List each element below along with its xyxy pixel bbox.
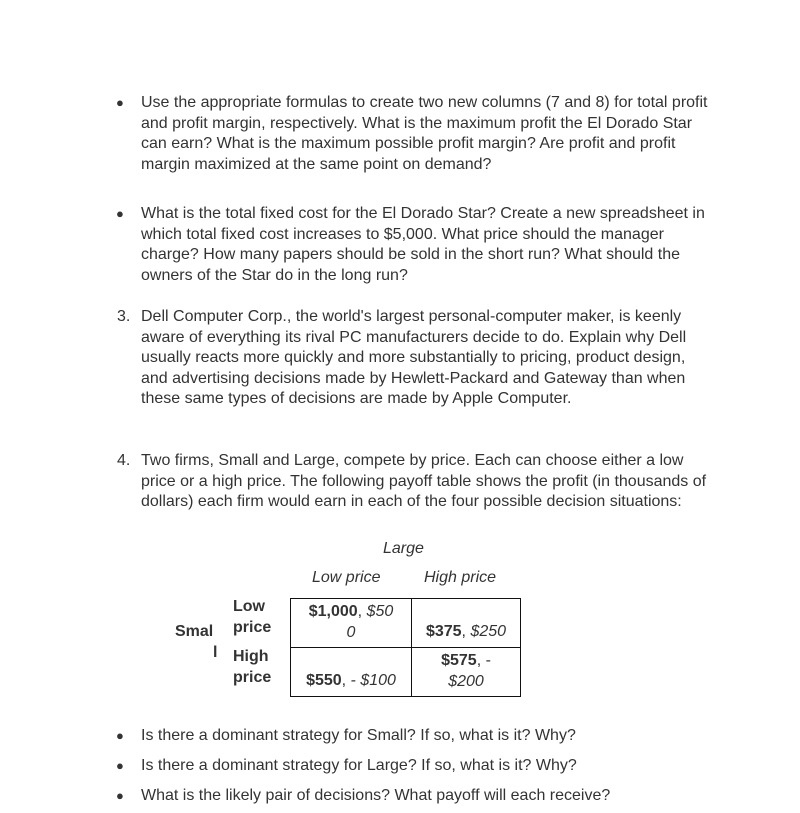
bullet-icon: ●: [116, 728, 124, 743]
col-header-low: Low price: [312, 569, 381, 586]
question-text: Two firms, Small and Large, compete by price. Each can choose either a low price or a high price. The following payoff table shows the profit (in thousands of dollars) each firm would earn in each of the four possible decision situations:: [141, 452, 707, 511]
list-item: [116, 204, 711, 286]
col-header-high: High price: [424, 569, 497, 586]
payoff-cell-low-high: $375, $250: [412, 599, 521, 648]
list-item-text: Is there a dominant strategy for Small? If so, what is it? Why?: [141, 727, 576, 744]
bullet-icon: ●: [116, 206, 124, 221]
question-4: [117, 451, 711, 513]
bullet-icon: ●: [116, 95, 124, 110]
list-item: [116, 93, 711, 175]
question-3: [117, 307, 711, 410]
list-item: [116, 726, 711, 747]
list-item: [116, 756, 711, 777]
row-player-label: Smal l: [175, 623, 218, 661]
question-number: 4.: [117, 452, 131, 469]
column-player-label: Large: [383, 540, 424, 557]
row-header-high: High price: [233, 648, 272, 686]
list-item: [116, 786, 711, 807]
row-header-low: Low price: [233, 598, 272, 636]
payoff-cell-high-high: $575, - $200: [412, 648, 521, 697]
payoff-table: [290, 598, 521, 697]
bullet-icon: ●: [116, 758, 124, 773]
list-item-text: Use the appropriate formulas to create two new columns (7 and 8) for total profit and profit margin, respectively. What is the maximum profit the El Dorado Star can earn? What is the maximum possible profit margin? Are profit and profit margin maximized at the same point on demand?: [141, 94, 708, 173]
question-number: 3.: [117, 308, 131, 325]
list-item-text: What is the likely pair of decisions? What payoff will each receive?: [141, 787, 611, 804]
payoff-cell-low-low: $1,000, $50 0: [291, 599, 412, 648]
payoff-cell-high-low: $550, - $100: [291, 648, 412, 697]
list-item-text: Is there a dominant strategy for Large? If so, what is it? Why?: [141, 757, 577, 774]
bullet-icon: ●: [116, 788, 124, 803]
question-text: Dell Computer Corp., the world's largest personal-computer maker, is keenly aware of everything its rival PC manufacturers decide to do. Explain why Dell usually reacts more quickly and more substantially to pricing, product design, and advertising decisions made by Hewlett-Packard and Gateway than when these same types of decisions are made by Apple Computer.: [141, 308, 687, 408]
list-item-text: What is the total fixed cost for the El Dorado Star? Create a new spreadsheet in which total fixed cost increases to $5,000. What price should the manager charge? How many papers should be sold in the short run? What should the owners of the Star do in the long run?: [141, 205, 705, 284]
